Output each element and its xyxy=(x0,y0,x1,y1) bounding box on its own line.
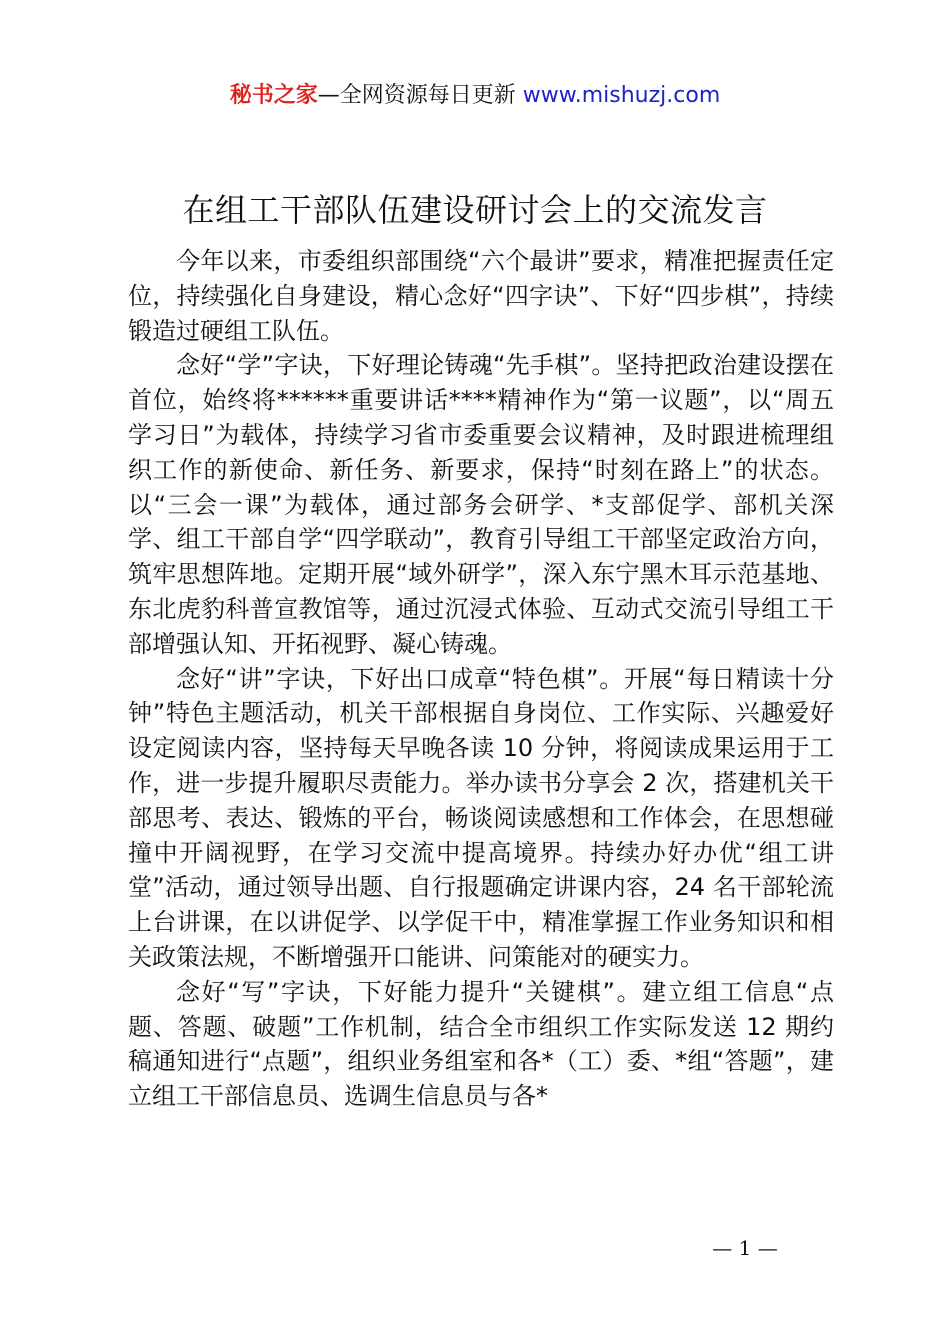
brand-name: 秘书之家 xyxy=(229,83,318,108)
paragraph-intro: 今年以来，市委组织部围绕“六个最讲”要求，精准把握责任定位，持续强化自身建设，精心念好“四字诀”、下好“四步棋”，持续锻造过硬组工队伍。 xyxy=(128,247,834,345)
paragraph-study: 念好“学”字诀，下好理论铸魂“先手棋”。坚持把政治建设摆在首位，始终将******重要讲话****精神作为“第一议题”，以“周五学习日”为载体，持续学习省市委重要会议精神，及时跟进梳理组织工作的新使命、新任务、新要求，保持“时刻在路上”的状态。以“三会一课”为载体，通过部务会研学、*支部促学、部机关深学、组工干部自学“四学联动”，教育引导组工干部坚定政治方向，筑牢思想阵地。定期开展“域外研学”，深入东宁黑木耳示范基地、东北虎豹科普宣教馆等，通过沉浸式体验、互动式交流引导组工干部增强认知、开拓视野、凝心铸魂。 xyxy=(128,351,834,658)
document-title: 在组工干部队伍建设研讨会上的交流发言 xyxy=(182,191,768,229)
paragraph-write: 念好“写”字诀，下好能力提升“关键棋”。建立组工信息“点题、答题、破题”工作机制，结合全市组织工作实际发送 12 期约稿通知进行“点题”，组织业务组室和各*（工）委、*组“答题”，建立组工干部信息员、选调生信息员与各* xyxy=(128,977,834,1111)
document-body xyxy=(128,244,834,1114)
paragraph-speak: 念好“讲”字诀，下好出口成章“特色棋”。开展“每日精读十分钟”特色主题活动，机关干部根据自身岗位、工作实际、兴趣爱好设定阅读内容，坚持每天早晚各读 10 分钟，将阅读成果运用于工作，进一步提升履职尽责能力。举办读书分享会 2 次，搭建机关干部思考、表达、锻炼的平台，畅谈阅读感想和工作体会，在思想碰撞中开阔视野，在学习交流中提高境界。持续办好办优“组工讲堂”活动，通过领导出题、自行报题确定讲课内容，24 名干部轮流上台讲课，在以讲促学、以学促干中，精准掌握工作业务知识和相关政策法规，不断增强开口能讲、问策能对的硬实力。 xyxy=(128,664,834,971)
page-number: — 1 — xyxy=(712,1236,778,1260)
site-header xyxy=(0,80,950,112)
site-url-link[interactable]: www.mishuzj.com xyxy=(522,83,721,108)
header-tagline: —全网资源每日更新 xyxy=(317,83,523,108)
